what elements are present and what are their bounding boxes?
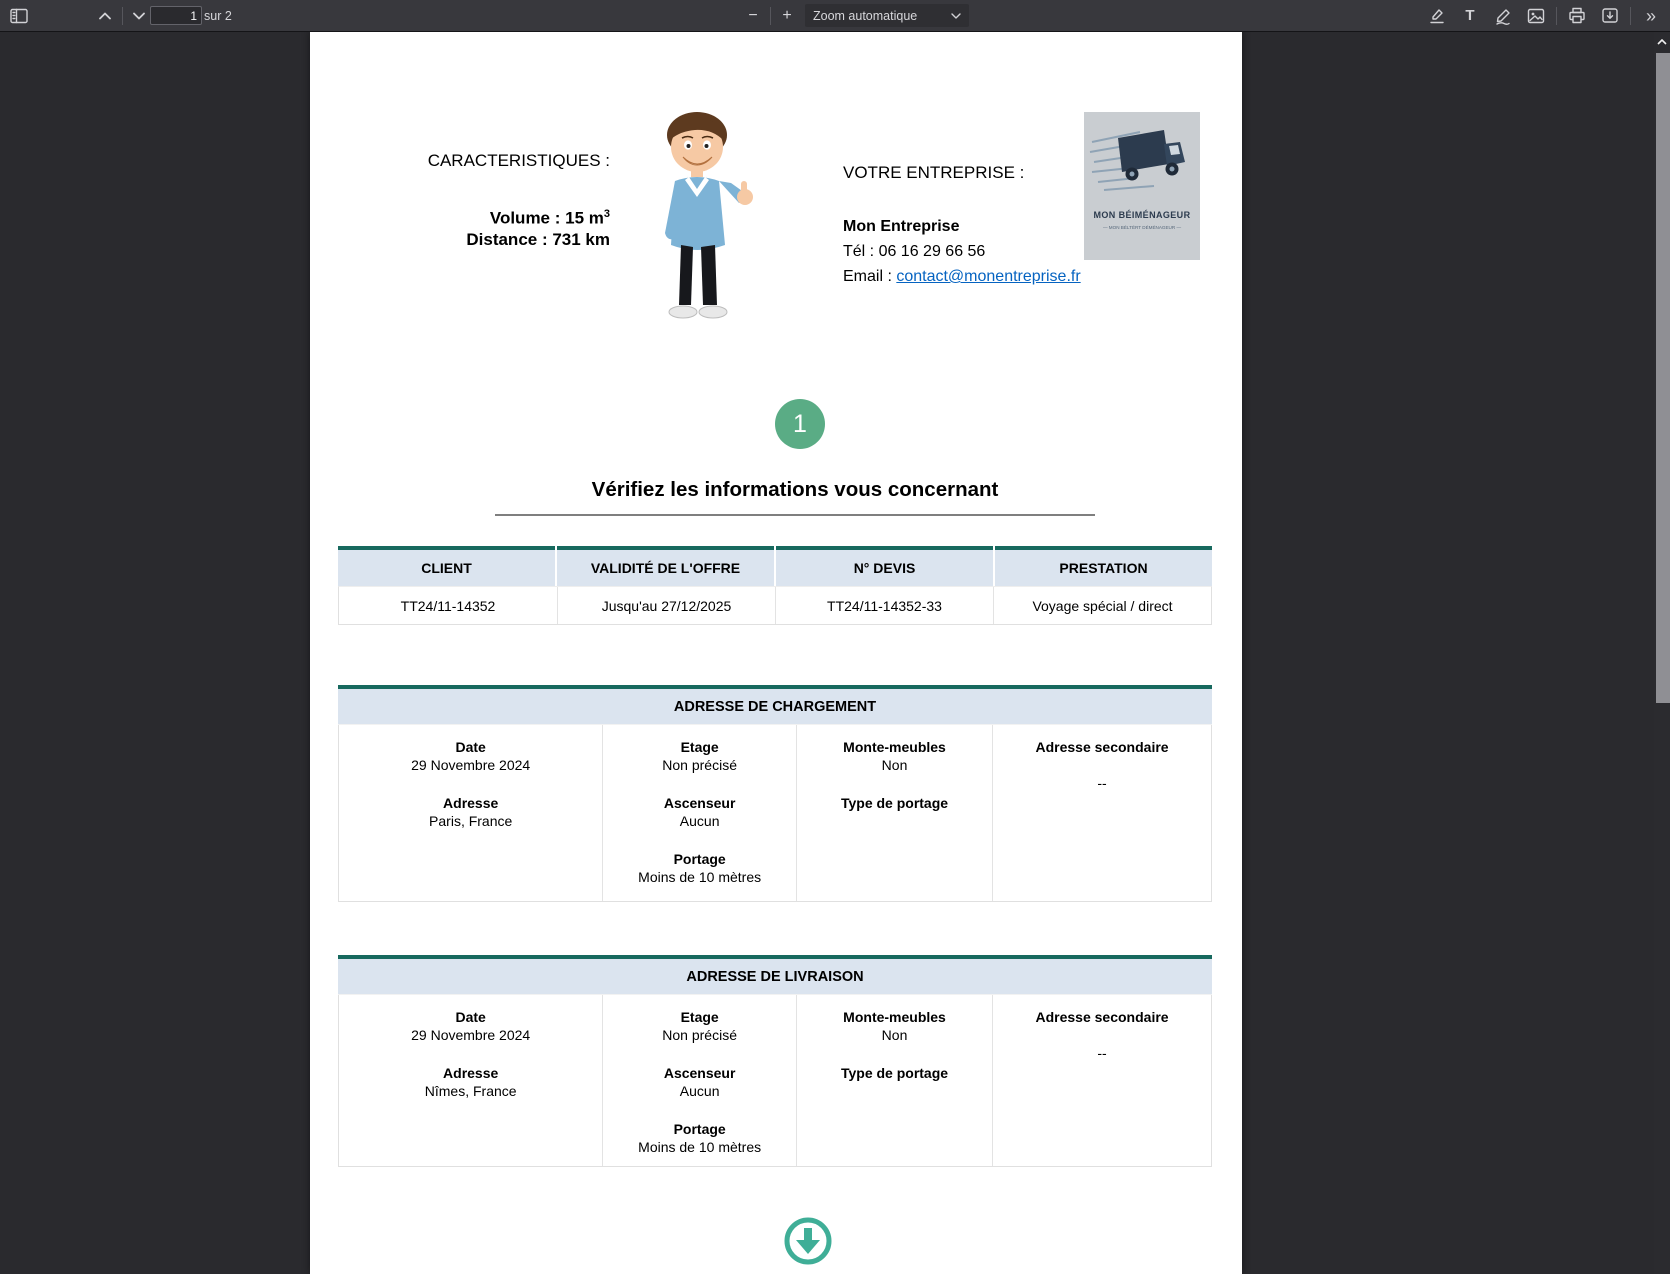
volume-superscript: 3 <box>603 208 610 220</box>
table-cell: Voyage spécial / direct <box>993 587 1211 624</box>
delivery-address-title: ADRESSE DE LIVRAISON <box>338 959 1212 995</box>
cartoon-mover-illustration <box>635 105 765 335</box>
column-header: PRESTATION <box>995 550 1212 586</box>
toolbar-divider <box>122 7 123 25</box>
highlight-tool-button[interactable] <box>1424 3 1450 29</box>
printer-icon <box>1568 7 1586 24</box>
section-heading: Vérifiez les informations vous concernant <box>591 478 999 501</box>
step-number-badge <box>775 399 825 449</box>
loading-address-table <box>338 685 1212 902</box>
highlighter-icon <box>1428 7 1446 25</box>
plus-icon: + <box>782 6 792 24</box>
chevron-up-icon <box>1657 39 1667 45</box>
save-button[interactable] <box>1597 3 1623 29</box>
sidebar-toggle-button[interactable] <box>6 0 32 31</box>
company-email-link[interactable]: contact@monentreprise.fr <box>896 268 1081 285</box>
table-cell: Date 29 Novembre 2024 Adresse Paris, France <box>411 739 531 829</box>
company-phone: Tél : 06 16 29 66 56 <box>843 243 986 260</box>
zoom-mode-label: Zoom automatique <box>813 8 918 23</box>
chevron-up-icon <box>99 12 111 20</box>
characteristics-title: CARACTERISTIQUES : <box>427 151 610 170</box>
table-cell: Adresse secondaire -- <box>992 995 1211 1166</box>
column-header: VALIDITÉ DE L'OFFRE <box>557 550 774 586</box>
scroll-down-arrow-graphic <box>782 1215 834 1267</box>
table-cell: TT24/11-14352 <box>400 597 496 614</box>
table-cell: Monte-meubles Non Type de portage <box>796 995 992 1166</box>
logo-tagline-text: — MON BÉLTÉRT DÉMÉNAGEUR — <box>1102 225 1182 230</box>
vertical-scrollbar[interactable] <box>1654 31 1670 1274</box>
chevron-down-icon <box>133 12 145 20</box>
chevron-down-icon <box>951 13 961 19</box>
delivery-address-table <box>338 955 1212 1167</box>
minus-icon: − <box>748 6 758 24</box>
company-email-line: Email : contact@monentreprise.fr <box>843 268 1081 285</box>
table-cell: Etage Non précisé Ascenseur Aucun Portage Moins de 10 mètres <box>602 995 796 1166</box>
section-heading-wrap <box>495 478 1095 516</box>
previous-page-button[interactable] <box>92 0 118 31</box>
scrollbar-thumb[interactable] <box>1656 53 1670 703</box>
zoom-out-button[interactable] <box>740 0 766 31</box>
table-cell: Date 29 Novembre 2024 Adresse Nîmes, France <box>411 1009 531 1099</box>
image-icon <box>1527 8 1545 24</box>
add-image-tool-button[interactable] <box>1523 3 1549 29</box>
pen-icon <box>1494 7 1512 25</box>
company-logo <box>1084 112 1200 260</box>
sidebar-toggle-icon <box>10 8 28 24</box>
scroll-up-arrow[interactable] <box>1654 35 1670 49</box>
characteristics-block <box>340 150 610 250</box>
logo-title-text: MON BÉIMÉNAGEUR <box>1093 210 1191 220</box>
zoom-mode-dropdown[interactable] <box>805 4 969 27</box>
print-button[interactable] <box>1564 3 1590 29</box>
double-chevron-icon: » <box>1645 5 1656 26</box>
zoom-in-button[interactable] <box>774 0 800 31</box>
company-block <box>843 162 1081 287</box>
company-title: VOTRE ENTREPRISE : <box>843 163 1025 182</box>
table-cell: Jusqu'au 27/12/2025 <box>557 587 775 624</box>
column-header: N° DEVIS <box>776 550 993 586</box>
draw-tool-button[interactable] <box>1490 3 1516 29</box>
quote-info-table <box>338 546 1212 625</box>
loading-address-body <box>338 725 1212 902</box>
next-page-button[interactable] <box>126 0 152 31</box>
pdf-toolbar <box>0 0 1670 32</box>
pdf-page <box>310 31 1242 1274</box>
quote-info-table-header <box>338 550 1212 586</box>
toolbar-right-tools <box>1424 0 1664 31</box>
text-tool-icon: T <box>1465 7 1475 24</box>
table-cell: Etage Non précisé Ascenseur Aucun Portage Moins de 10 mètres <box>602 725 796 901</box>
table-cell: Monte-meubles Non Type de portage <box>796 725 992 901</box>
page-number-input[interactable] <box>150 6 202 25</box>
table-cell: TT24/11-14352-33 <box>775 587 993 624</box>
delivery-address-body <box>338 995 1212 1167</box>
free-text-tool-button[interactable] <box>1457 3 1483 29</box>
table-cell: Adresse secondaire -- <box>992 725 1211 901</box>
toolbar-divider <box>1556 7 1557 25</box>
download-icon <box>1601 7 1619 24</box>
toolbar-divider <box>770 7 771 25</box>
quote-info-table-row <box>338 586 1212 625</box>
step-number: 1 <box>793 409 807 438</box>
distance-line: Distance : 731 km <box>466 229 610 249</box>
column-header: CLIENT <box>338 550 555 586</box>
page-count-label: sur 2 <box>204 8 232 23</box>
volume-line: Volume : 15 $m^3$ <box>489 208 610 228</box>
toolbar-divider <box>1630 7 1631 25</box>
loading-address-title: ADRESSE DE CHARGEMENT <box>338 689 1212 725</box>
company-name: Mon Entreprise <box>843 218 960 235</box>
more-tools-button[interactable] <box>1638 3 1664 29</box>
